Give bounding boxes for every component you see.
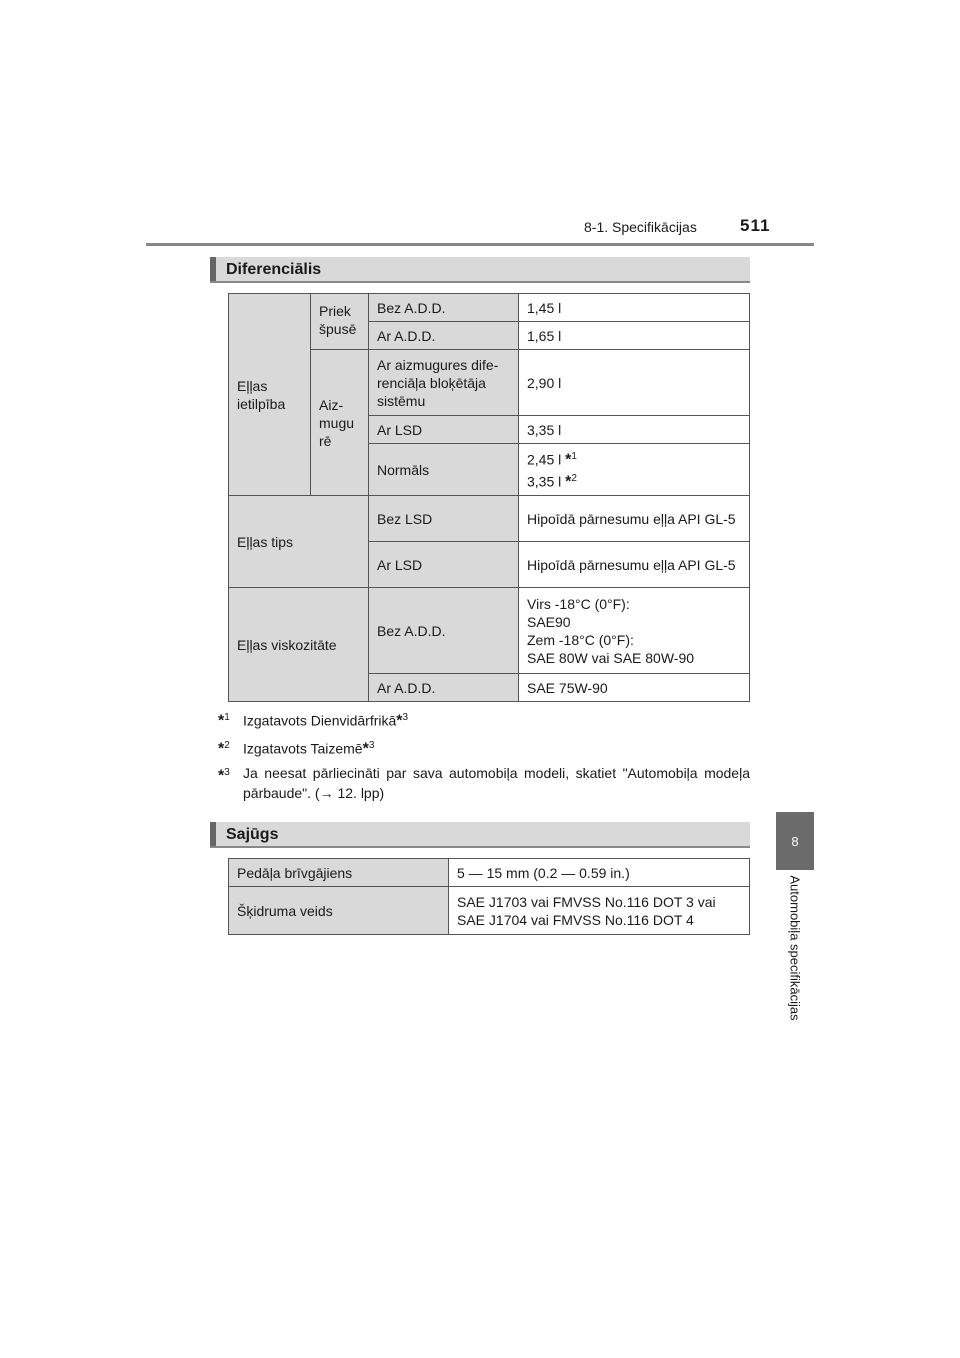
value-cell xyxy=(519,444,750,496)
table-row xyxy=(229,496,750,542)
value-cell: 5 — 15 mm (0.2 — 0.59 in.) xyxy=(449,859,750,887)
footnotes xyxy=(218,708,750,807)
row-label: Šķidruma veids xyxy=(229,887,449,935)
chapter-tab-label: Automobiļa specifikācijas xyxy=(787,875,803,1021)
table-row xyxy=(229,294,750,322)
footnote-star: * xyxy=(396,712,403,730)
condition-cell: Ar LSD xyxy=(369,542,519,588)
value-cell: 2,90 l xyxy=(519,350,750,416)
clutch-title: Sajūgs xyxy=(226,826,279,843)
header-section-title: 8-1. Specifikācijas xyxy=(584,219,697,235)
condition-cell: Ar A.D.D. xyxy=(369,674,519,702)
clutch-table xyxy=(228,858,750,935)
footnote-marker: *$^3$ xyxy=(218,767,230,785)
capacity-label: Eļļas ietilpība xyxy=(229,294,311,496)
header-divider xyxy=(146,243,814,246)
footnote-mark: 2 xyxy=(571,472,577,484)
value-line: Zem -18°C (0°F): xyxy=(527,631,634,648)
footnote-star: * xyxy=(565,473,572,491)
footnote-text: Izgatavots Dienvidārfrikā xyxy=(243,712,397,729)
differential-section-header xyxy=(210,257,750,283)
footnote-ref: 3 xyxy=(368,739,375,751)
front-label: Priek špusē xyxy=(311,294,369,350)
condition-cell: Bez LSD xyxy=(369,496,519,542)
value-cell: SAE 75W-90 xyxy=(519,674,750,702)
rear-label: Aiz- mugu rē xyxy=(311,350,369,496)
differential-title: Diferenciālis xyxy=(226,261,322,278)
value-text: 2,45 l xyxy=(527,451,562,468)
footnote-text: Izgatavots Taizemē xyxy=(243,740,363,757)
table-row xyxy=(229,588,750,674)
clutch-section-header xyxy=(210,822,750,848)
row-label: Pedāļa brīvgājiens xyxy=(229,859,449,887)
value-text: 3,35 l xyxy=(527,473,562,490)
footnote xyxy=(218,736,750,760)
footnote-ref: 3 xyxy=(402,712,409,723)
chapter-tab[interactable]: 8 xyxy=(776,812,814,870)
value-line: SAE 80W vai SAE 80W-90 xyxy=(527,649,695,666)
footnote-mark: 1 xyxy=(571,451,577,462)
value-cell: Hipoīdā pārnesumu eļļa API GL-5 xyxy=(519,496,750,542)
value-cell: SAE J1703 vai FMVSS No.116 DOT 3 vai SAE J1704 vai FMVSS No.116 DOT 4 xyxy=(449,887,750,935)
value-line: SAE90 xyxy=(527,613,571,630)
value-cell: 1,45 l xyxy=(519,294,750,322)
condition-cell: Ar LSD xyxy=(369,416,519,444)
condition-cell: Normāls xyxy=(369,444,519,496)
condition-cell: Ar A.D.D. xyxy=(369,322,519,350)
value-line: Virs -18°C (0°F): xyxy=(527,595,630,612)
table-row xyxy=(229,887,750,935)
oil-type-label: Eļļas tips xyxy=(229,496,369,588)
value-cell: Hipoīdā pārnesumu eļļa API GL-5 xyxy=(519,542,750,588)
footnote-text: Ja neesat pārliecināti par sava automobiļa modeli, skatiet "Automobiļa modeļa pārbaude". (→ 12. lpp) xyxy=(243,765,750,802)
viscosity-label: Eļļas viskozitāte xyxy=(229,588,369,702)
page-number: 511 xyxy=(740,216,771,235)
table-row xyxy=(229,859,750,887)
value-cell: 3,35 l xyxy=(519,416,750,444)
condition-cell: Bez A.D.D. xyxy=(369,294,519,322)
footnote xyxy=(218,708,750,732)
footnote-marker: *$^1$ xyxy=(218,712,230,730)
condition-cell: Ar aizmugures dife- renciāļa bloķētāja sistēmu xyxy=(369,350,519,416)
differential-table xyxy=(228,293,750,702)
footnote-marker: *$^2$ xyxy=(218,739,230,758)
footnote-star: * xyxy=(362,740,369,758)
footnote xyxy=(218,763,750,803)
value-cell: 1,65 l xyxy=(519,322,750,350)
value-cell xyxy=(519,588,750,674)
condition-cell: Bez A.D.D. xyxy=(369,588,519,674)
footnote-star: * xyxy=(565,451,572,469)
